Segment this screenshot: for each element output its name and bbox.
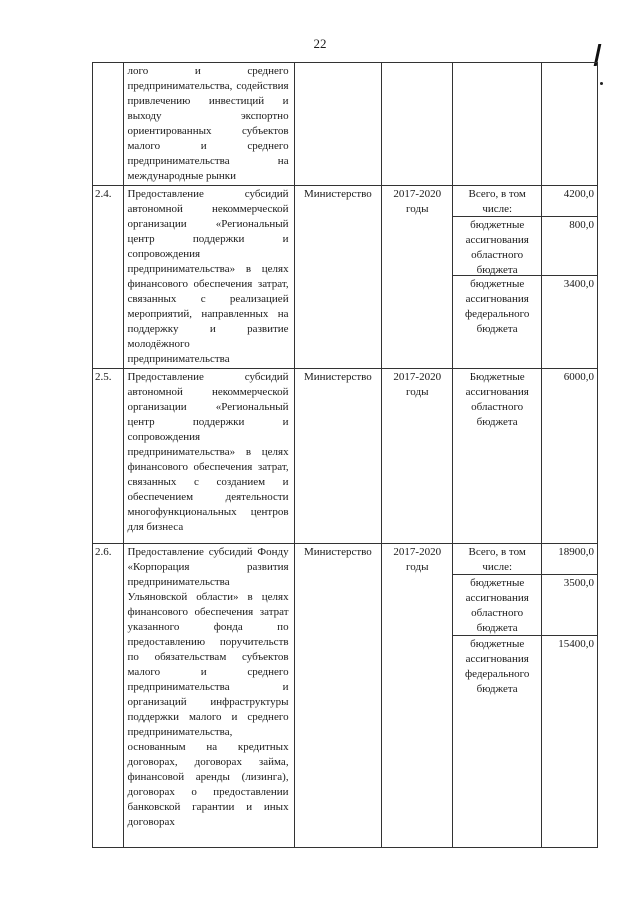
amount-federal: 3400,0 (563, 278, 594, 290)
amount-total: 4200,0 (542, 186, 597, 217)
executor: Министерство (294, 544, 382, 848)
funding-sources (453, 186, 542, 369)
source-federal: бюджетные ассигнования федерального бюджета (464, 638, 530, 695)
funding-amounts (541, 544, 597, 848)
table-row (93, 544, 598, 848)
period: 2017-2020 годы (382, 369, 453, 544)
period: 2017-2020 годы (382, 186, 453, 369)
measure-text: Предоставление субсидий автономной некоммерческой организации «Региональный центр поддержки и сопровождения предпринимательства» в целях финансового обеспечения затрат, связанных с реализацией мероприятий, направленных на поддержку и развитие молодёжного предпринимательства (123, 186, 294, 369)
amount-regional: 6000,0 (563, 371, 594, 383)
table-row (93, 63, 598, 186)
table-row (93, 369, 598, 544)
source-regional: бюджетные ассигнования областного бюджета (453, 575, 541, 636)
funding-sources (453, 544, 542, 848)
amount-federal: 15400,0 (558, 638, 594, 650)
funding-amounts (541, 186, 597, 369)
source-regional: бюджетные ассигнования областного бюджета (453, 217, 541, 276)
measure-text: лого и среднего предпринимательства, содействия привлечению инвестиций и выходу экспортно ориентированных субъектов малого и среднего предпринимательства на международные рынки (123, 63, 294, 186)
source-regional: Бюджетные ассигнования областного бюджета (465, 371, 529, 428)
measure-text: Предоставление субсидий автономной некоммерческой организации «Региональный центр поддержки и сопровождения предпринимательства» в целях финансового обеспечения затрат, связанных с созданием и обеспечением деятельности многофункциональных центров для бизнеса (123, 369, 294, 544)
executor: Министерство (294, 186, 382, 369)
amount-regional: 3500,0 (542, 575, 597, 636)
amount-total: 18900,0 (542, 544, 597, 575)
row-number: 2.6. (93, 544, 124, 848)
amount-regional: 800,0 (542, 217, 597, 276)
executor: Министерство (294, 369, 382, 544)
row-number: 2.5. (93, 369, 124, 544)
source-total: Всего, в том числе: (453, 186, 541, 217)
source-federal: бюджетные ассигнования федерального бюджета (464, 278, 530, 335)
program-table (92, 62, 598, 848)
ink-dot (600, 82, 603, 85)
measure-text: Предоставление субсидий Фонду «Корпорация развития предпринимательства Ульяновской области» в целях финансового обеспечения затрат указанного фонда по предоставлению поручительств по обязательствам субъектов малого и среднего предпринимательства и организаций инфраструктуры поддержки малого и среднего предпринимательства, основанным на кредитных договорах, договорах займа, финансовой аренды (лизинга), договорах о предоставлении банковской гарантии и иных договорах (123, 544, 294, 848)
table-row (93, 186, 598, 369)
source-total: Всего, в том числе: (453, 544, 541, 575)
period: 2017-2020 годы (382, 544, 453, 848)
row-number: 2.4. (93, 186, 124, 369)
page-number: 22 (313, 36, 327, 51)
